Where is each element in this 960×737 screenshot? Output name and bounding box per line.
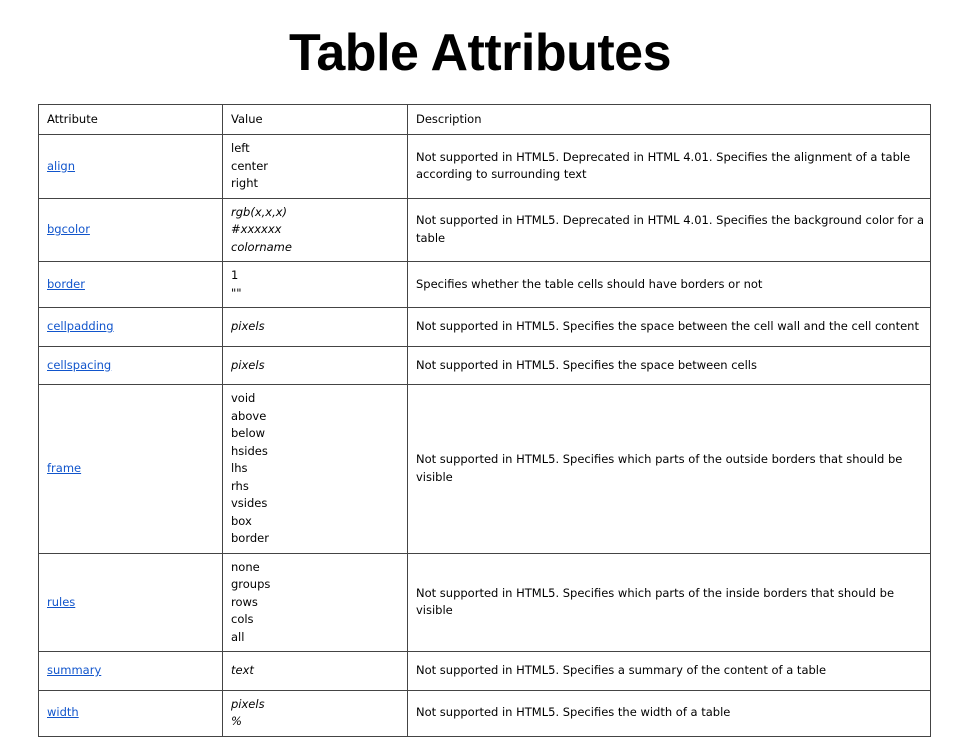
table-row	[39, 652, 931, 691]
header-attribute: Attribute	[39, 105, 223, 135]
value-item: %	[231, 714, 242, 728]
value-cell	[223, 652, 408, 691]
value-item: lhs	[231, 461, 248, 475]
value-item: pixels	[231, 319, 265, 333]
value-item: pixels	[231, 357, 265, 372]
description-cell: Not supported in HTML5. Specifies a summary of the content of a table	[408, 652, 931, 691]
table-row	[39, 553, 931, 652]
value-item: right	[231, 176, 259, 190]
attribute-cell	[39, 308, 223, 347]
value-item: left	[231, 141, 250, 155]
table-body	[39, 135, 931, 737]
description-cell: Not supported in HTML5. Specifies which parts of the inside borders that should be visible	[408, 553, 931, 652]
value-item: ""	[231, 285, 242, 300]
header-row	[39, 105, 931, 135]
value-item: above	[231, 408, 267, 423]
header-description: Description	[408, 105, 931, 135]
value-item: rows	[231, 594, 258, 609]
value-cell	[223, 262, 408, 308]
value-cell	[223, 198, 408, 262]
table-row	[39, 308, 931, 347]
value-item: 1	[231, 268, 239, 282]
description-cell: Specifies whether the table cells should have borders or not	[408, 262, 931, 308]
attribute-link-align[interactable]: align	[47, 158, 76, 173]
attribute-link-border[interactable]: border	[47, 276, 85, 291]
attribute-cell	[39, 652, 223, 691]
value-item: colorname	[231, 239, 292, 254]
attribute-link-cellpadding[interactable]: cellpadding	[47, 319, 114, 333]
attribute-link-bgcolor[interactable]: bgcolor	[47, 222, 90, 236]
value-cell	[223, 346, 408, 385]
value-item: center	[231, 158, 268, 173]
attribute-cell	[39, 135, 223, 199]
value-cell	[223, 690, 408, 736]
description-cell: Not supported in HTML5. Deprecated in HTML 4.01. Specifies the alignment of a table according to surrounding text	[408, 135, 931, 199]
value-item: groups	[231, 577, 271, 591]
attribute-cell	[39, 262, 223, 308]
header-value: Value	[223, 105, 408, 135]
description-cell: Not supported in HTML5. Deprecated in HTML 4.01. Specifies the background color for a table	[408, 198, 931, 262]
table-row	[39, 690, 931, 736]
value-item: text	[231, 663, 254, 677]
value-cell	[223, 135, 408, 199]
value-cell	[223, 308, 408, 347]
value-item: below	[231, 426, 266, 440]
attributes-table	[38, 104, 931, 737]
page-title: Table Attributes	[288, 24, 672, 82]
attribute-cell	[39, 198, 223, 262]
attribute-cell	[39, 346, 223, 385]
description-cell: Not supported in HTML5. Specifies which parts of the outside borders that should be visible	[408, 385, 931, 554]
description-cell: Not supported in HTML5. Specifies the space between cells	[408, 346, 931, 385]
table-row	[39, 262, 931, 308]
value-item: vsides	[231, 496, 268, 510]
attribute-link-frame[interactable]: frame	[47, 461, 82, 475]
value-cell	[223, 385, 408, 554]
description-cell: Not supported in HTML5. Specifies the space between the cell wall and the cell content	[408, 308, 931, 347]
table-row	[39, 346, 931, 385]
table-row	[39, 385, 931, 554]
value-item: box	[231, 513, 252, 528]
value-item: hsides	[231, 443, 268, 458]
attribute-link-width[interactable]: width	[47, 705, 79, 720]
attribute-link-cellspacing[interactable]: cellspacing	[47, 357, 112, 372]
attribute-cell	[39, 553, 223, 652]
value-cell	[223, 553, 408, 652]
table-row	[39, 135, 931, 199]
attribute-cell	[39, 690, 223, 736]
value-item: rgb(x,x,x)	[231, 204, 288, 219]
value-item: #xxxxxx	[231, 222, 282, 236]
attribute-cell	[39, 385, 223, 554]
description-cell: Not supported in HTML5. Specifies the width of a table	[408, 690, 931, 736]
value-item: void	[231, 391, 256, 405]
value-item: none	[231, 559, 260, 574]
value-item: cols	[231, 612, 254, 626]
attribute-link-rules[interactable]: rules	[47, 594, 76, 609]
value-item: all	[231, 629, 245, 644]
attribute-link-summary[interactable]: summary	[47, 663, 102, 677]
value-item: border	[231, 531, 269, 545]
table-row	[39, 198, 931, 262]
value-item: pixels	[231, 696, 265, 711]
value-item: rhs	[231, 478, 249, 493]
